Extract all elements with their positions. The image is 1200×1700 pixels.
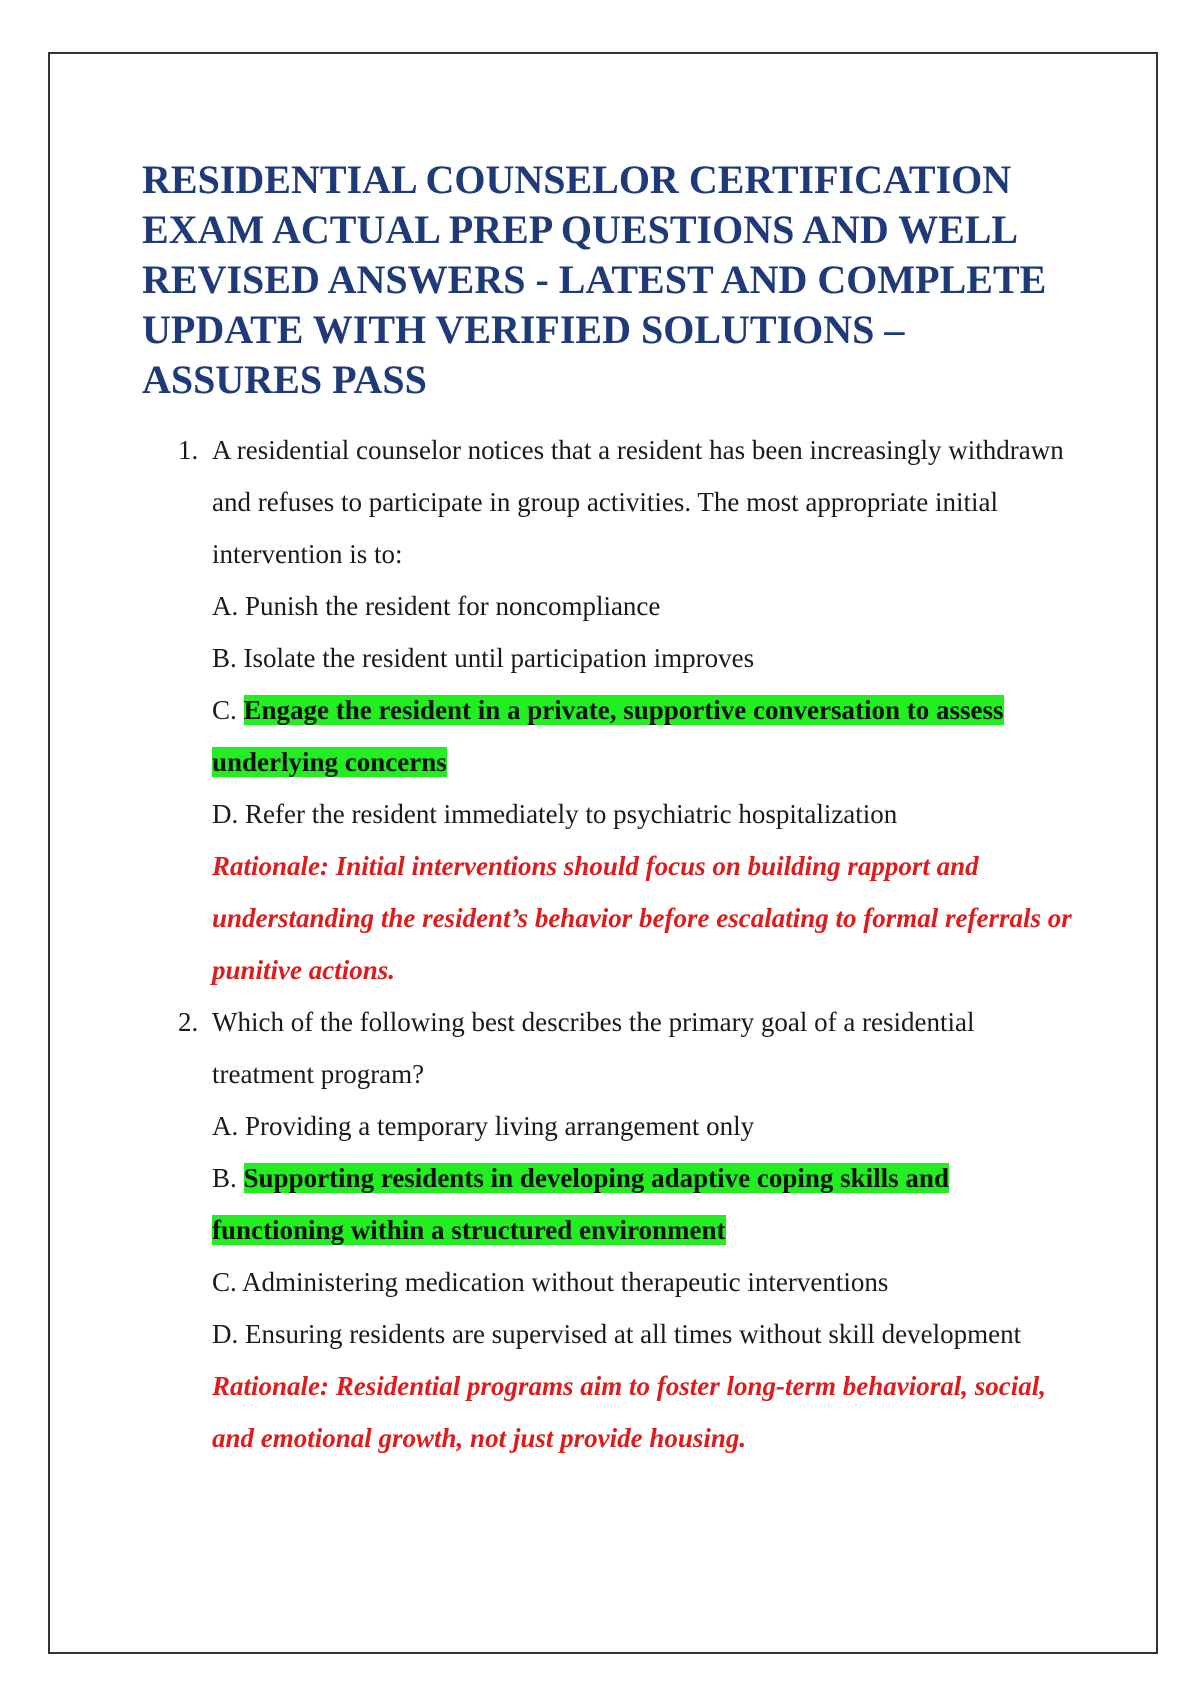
option-letter: A.: [212, 591, 239, 621]
document-title: RESIDENTIAL COUNSELOR CERTIFICATION EXAM ACTUAL PREP QUESTIONS AND WELL REVISED ANSWERS - LATEST AND COMPLETE UPDATE WITH VERIFIED SOLUTIONS – ASSURES PASS: [142, 157, 1047, 402]
option-text: Providing a temporary living arrangement only: [245, 1111, 755, 1141]
option-text: Administering medication without therapeutic interventions: [242, 1267, 889, 1297]
option-letter: B.: [212, 643, 237, 673]
correct-answer-highlight: Engage the resident in a private, supportive conversation to assess underlying concerns: [212, 695, 1004, 777]
answer-option-a: [212, 1100, 1078, 1152]
question-number: 2.: [178, 1007, 199, 1037]
answer-option-b: [212, 632, 1078, 684]
question-stem: A residential counselor notices that a resident has been increasingly withdrawn and refuses to participate in group activities. The most appropriate initial intervention is to:: [212, 435, 1064, 569]
option-text: Punish the resident for noncompliance: [245, 591, 661, 621]
question-number: 1.: [178, 435, 199, 465]
rationale-text: Rationale: Residential programs aim to foster long-term behavioral, social, and emotional growth, not just provide housing.: [212, 1371, 1047, 1453]
answer-option-c-correct: [212, 684, 1078, 788]
option-text: Ensuring residents are supervised at all times without skill development: [245, 1319, 1022, 1349]
answer-option-c: [212, 1256, 1078, 1308]
answer-option-d: [212, 1308, 1078, 1360]
option-letter: D.: [212, 799, 239, 829]
option-text: Isolate the resident until participation improves: [243, 643, 755, 673]
option-letter: B.: [212, 1163, 237, 1193]
question-stem: Which of the following best describes the primary goal of a residential treatment program?: [212, 1007, 975, 1089]
question-item: [178, 424, 1078, 996]
answer-option-b-correct: [212, 1152, 1078, 1256]
answer-option-a: [212, 580, 1078, 632]
question-list: [178, 424, 1078, 1464]
option-letter: D.: [212, 1319, 239, 1349]
question-item: [178, 996, 1078, 1464]
answer-option-d: [212, 788, 1078, 840]
option-letter: C.: [212, 695, 237, 725]
rationale-text: Rationale: Initial interventions should focus on building rapport and understanding the resident’s behavior before escalating to formal referrals or punitive actions.: [212, 851, 1072, 985]
option-text: Refer the resident immediately to psychiatric hospitalization: [245, 799, 898, 829]
option-letter: C.: [212, 1267, 237, 1297]
option-letter: A.: [212, 1111, 239, 1141]
correct-answer-highlight: Supporting residents in developing adaptive coping skills and functioning within a structured environment: [212, 1163, 949, 1245]
